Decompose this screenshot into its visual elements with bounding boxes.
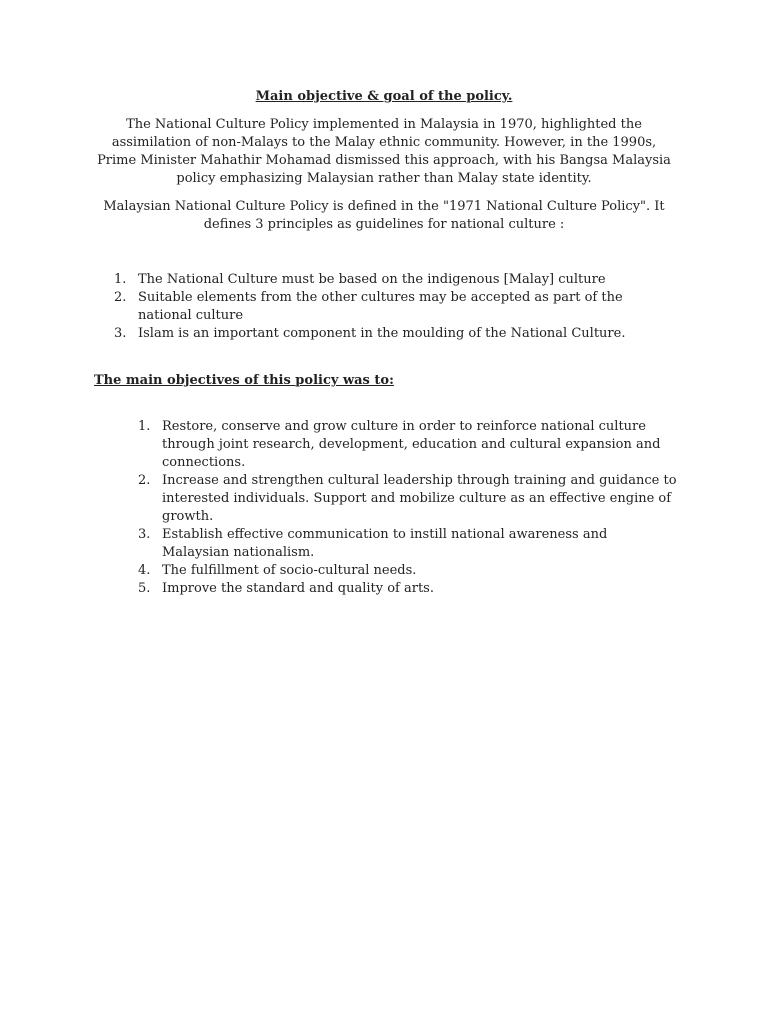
list-item-number: 4. <box>138 563 151 578</box>
list-item <box>138 472 678 526</box>
list-item-number: 2. <box>138 473 151 488</box>
document-title: Main objective & goal of the policy. <box>255 89 513 104</box>
objectives-heading: The main objectives of this policy was to: <box>94 373 394 388</box>
list-item-number: 1. <box>114 272 127 287</box>
list-item-number: 1. <box>138 419 151 434</box>
list-item-number: 3. <box>138 527 151 542</box>
list-item-text: Establish effective communication to instill national awareness and Malaysian nationalism. <box>162 527 608 560</box>
list-item-number: 2. <box>114 290 127 305</box>
list-item <box>138 526 678 562</box>
list-item <box>114 271 654 289</box>
list-item-text: Increase and strengthen cultural leadership through training and guidance to interested individuals. Support and mobilize culture as an effective engine of growth. <box>162 473 677 524</box>
list-item-text: Islam is an important component in the moulding of the National Culture. <box>138 326 626 341</box>
list-item-number: 5. <box>138 581 151 596</box>
list-item <box>138 562 678 580</box>
list-item <box>114 289 654 325</box>
list-item-text: Suitable elements from the other cultures may be accepted as part of the national culture <box>138 290 623 323</box>
list-item-text: Restore, conserve and grow culture in order to reinforce national culture through joint research, development, education and cultural expansion and connections. <box>162 419 661 470</box>
list-item <box>138 580 678 598</box>
list-item <box>114 325 654 343</box>
list-item-text: The National Culture must be based on the indigenous [Malay] culture <box>138 272 606 287</box>
principles-list <box>114 271 654 343</box>
list-item <box>138 418 678 472</box>
list-item-number: 3. <box>114 326 127 341</box>
objectives-list <box>138 418 678 598</box>
list-item-text: Improve the standard and quality of arts. <box>162 581 434 596</box>
intro-paragraph: The National Culture Policy implemented in Malaysia in 1970, highlighted the assimilation of non-Malays to the Malay ethnic community. However, in the 1990s, Prime Minister Mahathir Mohamad dismissed this approach, with his Bangsa Malaysia policy emphasizing Malaysian rather than Malay state identity. <box>97 117 671 186</box>
list-item-text: The fulfillment of socio-cultural needs. <box>162 563 417 578</box>
definition-paragraph: Malaysian National Culture Policy is defined in the "1971 National Culture Policy". It defines 3 principles as guidelines for national culture : <box>103 199 665 232</box>
